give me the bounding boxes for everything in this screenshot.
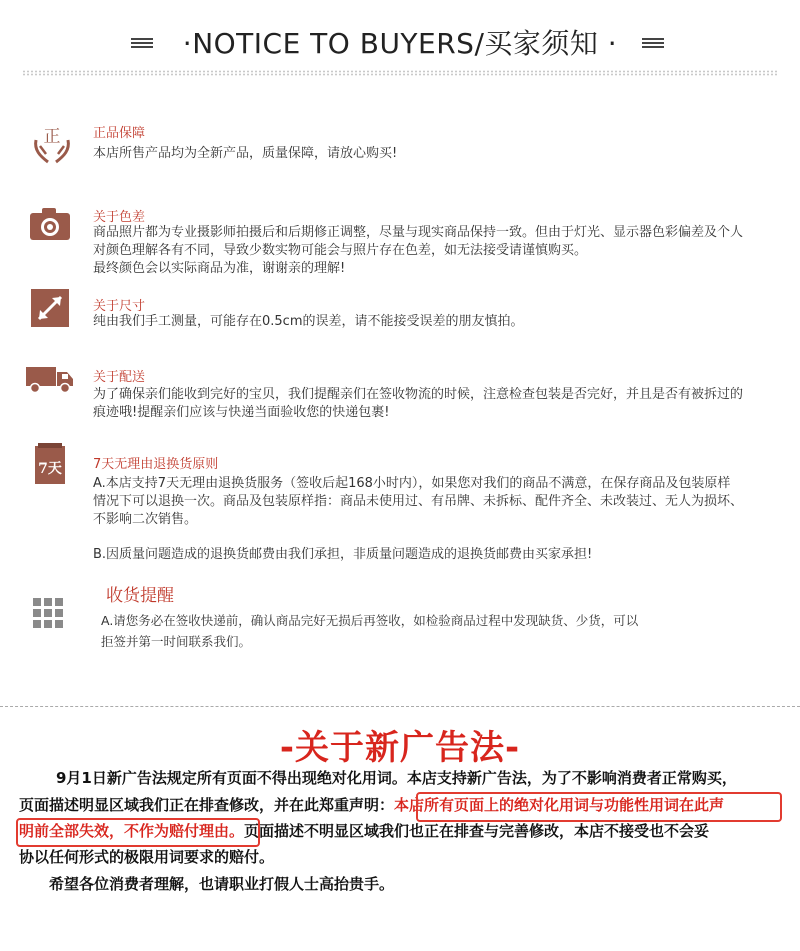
text-line: A.本店支持7天无理由退换货服务（签收后起168小时内），如果您对我们的商品不满意，在保存商品及包装原样 <box>93 476 731 491</box>
text-line: 纯由我们手工测量，可能存在0.5cm的误差，请不能接受误差的朋友慎拍。 <box>93 314 524 329</box>
section-text-color <box>93 224 793 278</box>
ad-law-line3-text: 页面描述不明显区域我们也正在排查与完善修改，本店不接受也不会妥 <box>244 822 710 840</box>
ad-law-line5: 希望各位消费者理解，也请职业打假人士高抬贵手。 <box>49 875 395 893</box>
section-note-return: B.因质量问题造成的退换货邮费由我们承担，非质量问题造成的退换货邮费由买家承担! <box>93 547 593 562</box>
dotted-divider <box>22 70 778 76</box>
section-text-size <box>93 313 793 331</box>
page-title: ·NOTICE TO BUYERS/买家须知 · <box>182 27 618 60</box>
text-line: 痕迹哦!提醒亲们应该与快递当面验收您的快递包裹! <box>93 405 390 420</box>
text-line: 情况下可以退换一次。商品及包装原样指：商品未使用过、有吊牌、未拆标、配件齐全、未改装过、无人为损坏、 <box>93 494 744 509</box>
text-line: 本店所售产品均为全新产品，质量保障，请放心购买! <box>93 146 398 161</box>
section-text-delivery <box>93 386 793 422</box>
ad-law-line1: 9月1日新广告法规定所有页面不得出现绝对化用词。本店支持新广告法，为了不影响消费者正常购买， <box>56 769 737 787</box>
calendar-label: 7天 <box>38 461 62 477</box>
ad-law-highlight: 明前全部失效，不作为赔付理由。 <box>19 822 245 840</box>
text-line: 拒签并第一时间联系我们。 <box>101 634 252 649</box>
text-line: 最终颜色会以实际商品为准，谢谢亲的理解! <box>93 261 346 276</box>
section-title-receipt: 收货提醒 <box>106 586 174 606</box>
section-text-receipt <box>101 610 800 652</box>
section-text-return <box>93 475 793 529</box>
ad-law-highlight: 本店所有页面上的绝对化用词与功能性用词在此声 <box>394 796 725 814</box>
section-title-size: 关于尺寸 <box>93 299 146 314</box>
grid-icon <box>33 598 63 628</box>
genuine-hands-icon <box>30 122 74 166</box>
svg-text:正: 正 <box>43 127 61 147</box>
section-title-return: 7天无理由退换货原则 <box>93 457 219 472</box>
text-line: 商品照片都为专业摄影师拍摄后和后期修正调整，尽量与现实商品保持一致。但由于灯光、显示器色彩偏差及个人 <box>93 225 744 240</box>
truck-icon <box>25 364 75 394</box>
ad-law-title: -关于新广告法- <box>279 728 521 768</box>
camera-icon <box>28 206 72 242</box>
text-line: 对颜色理解各有不同，导致少数实物可能会与照片存在色差，如无法接受请谨慎购买。 <box>93 243 588 258</box>
text-line: 为了确保亲们能收到完好的宝贝，我们提醒亲们在签收物流的时候，注意检查包装是否完好，并且是否有被拆过的 <box>93 387 744 402</box>
ad-law-line4: 协以任何形式的极限用词要求的赔付。 <box>19 848 275 866</box>
text-line: A.请您务必在签收快递前，确认商品完好无损后再签收，如检验商品过程中发现缺货、少货，可以 <box>101 613 639 628</box>
section-title-color: 关于色差 <box>93 210 146 225</box>
resize-arrow-icon <box>30 288 70 328</box>
seven-days-calendar-icon <box>34 443 66 485</box>
header-bars-right <box>642 38 664 48</box>
section-title-genuine: 正品保障 <box>93 126 146 141</box>
dashed-divider <box>0 706 800 707</box>
highlight-box <box>16 818 260 847</box>
highlight-box <box>416 792 782 822</box>
section-title-delivery: 关于配送 <box>93 370 146 385</box>
text-line: 不影响二次销售。 <box>93 512 198 527</box>
ad-law-line2-text: 页面描述明显区域我们正在排查修改，并在此郑重声明： <box>19 796 395 814</box>
section-text-genuine <box>93 145 793 163</box>
